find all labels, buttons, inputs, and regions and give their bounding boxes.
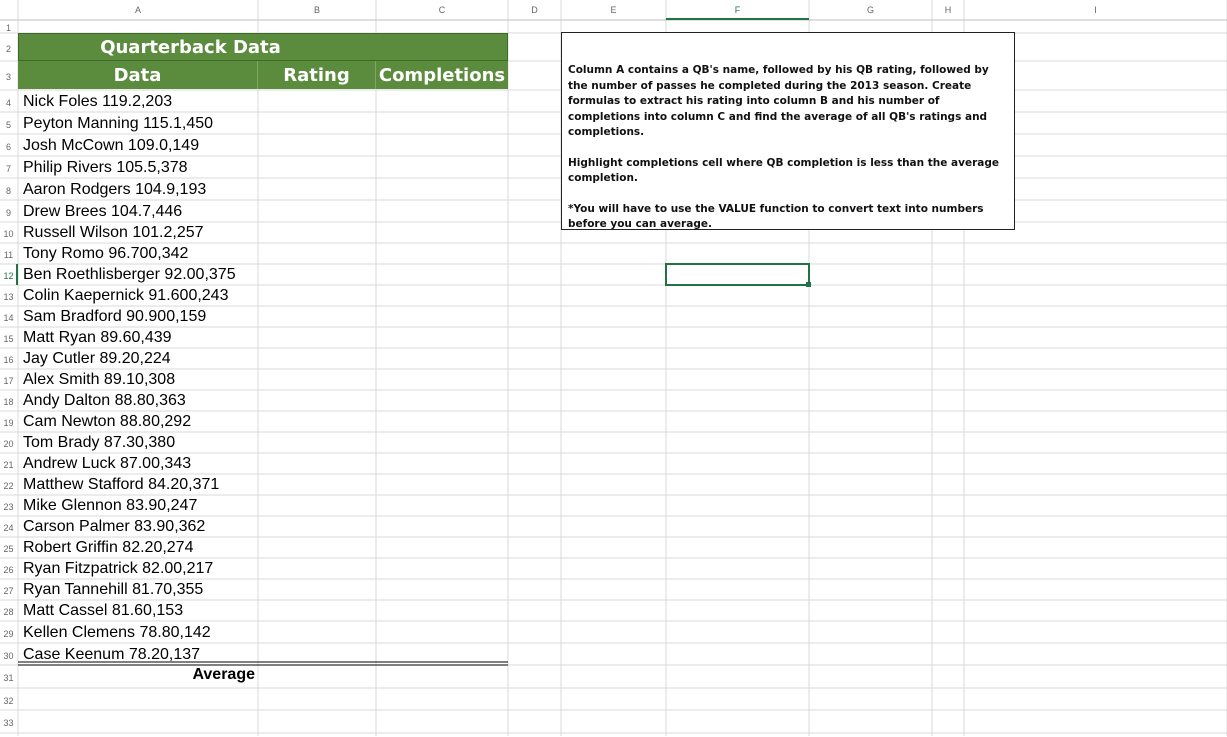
column-header-a[interactable]: A (134, 5, 141, 15)
qb-data-cell[interactable]: Ben Roethlisberger 92.00,375 (23, 266, 236, 283)
column-header-d[interactable]: D (531, 5, 538, 15)
row-header-32[interactable]: 32 (3, 696, 14, 706)
row-header-25[interactable]: 25 (3, 544, 14, 554)
row-header-21[interactable]: 21 (3, 460, 14, 470)
qb-data-cell[interactable]: Russell Wilson 101.2,257 (23, 224, 204, 241)
qb-data-cell[interactable]: Matt Ryan 89.60,439 (23, 329, 172, 346)
qb-data-cell[interactable]: Tony Romo 96.700,342 (23, 245, 189, 262)
instructions-para-2: Highlight completions cell where QB completion is less than the average completion. (568, 156, 999, 184)
row-header-7[interactable]: 7 (5, 164, 11, 174)
qb-data-cell[interactable]: Tom Brady 87.30,380 (23, 434, 176, 451)
row-header-24[interactable]: 24 (3, 523, 14, 533)
header-completions[interactable]: Completions (376, 61, 508, 89)
row-header-10[interactable]: 10 (3, 229, 14, 239)
row-header-30[interactable]: 30 (3, 651, 14, 661)
row-header-14[interactable]: 14 (3, 313, 14, 323)
column-header-c[interactable]: C (438, 5, 446, 15)
column-header-h[interactable]: H (944, 5, 952, 15)
row-header-4[interactable]: 4 (5, 98, 11, 108)
qb-data-cell[interactable]: Drew Brees 104.7,446 (23, 203, 183, 220)
instructions-textbox[interactable] (561, 32, 1015, 230)
sheet-title[interactable]: Quarterback Data (100, 37, 281, 58)
qb-data-cell[interactable]: Peyton Manning 115.1,450 (23, 115, 214, 132)
qb-data-cell[interactable]: Robert Griffin 82.20,274 (23, 539, 194, 556)
qb-data-cell[interactable]: Matt Cassel 81.60,153 (23, 602, 184, 619)
qb-data-cell[interactable]: Colin Kaepernick 91.600,243 (23, 287, 229, 304)
column-header-b[interactable]: B (313, 5, 320, 15)
row-header-33[interactable]: 33 (3, 718, 14, 728)
row-header-26[interactable]: 26 (3, 565, 14, 575)
row-header-17[interactable]: 17 (3, 376, 14, 386)
row-header-27[interactable]: 27 (3, 586, 14, 596)
row-header-31[interactable]: 31 (3, 673, 14, 683)
row-header-15[interactable]: 15 (3, 334, 14, 344)
instructions-para-3: *You will have to use the VALUE function to convert text into numbers before you can average. (568, 202, 984, 230)
instructions-para-1: Column A contains a QB's name, followed by his QB rating, followed by the number of passes he completed during the 2013 season. Create formulas to extract his rating into column B and his number of completions into column C and find the average of all QB's ratings and completions. (568, 64, 989, 138)
row-header-11[interactable]: 11 (3, 250, 14, 260)
qb-data-cell[interactable]: Case Keenum 78.20,137 (23, 646, 201, 663)
qb-data-cell[interactable]: Mike Glennon 83.90,247 (23, 497, 198, 514)
qb-data-cell[interactable]: Josh McCown 109.0,149 (23, 137, 200, 154)
row-header-2[interactable]: 2 (5, 44, 11, 54)
column-header-i[interactable]: I (1094, 5, 1097, 15)
row-header-28[interactable]: 28 (3, 607, 14, 617)
column-header-f[interactable]: F (734, 5, 741, 15)
row-header-9[interactable]: 9 (5, 208, 11, 218)
row-header-8[interactable]: 8 (5, 186, 11, 196)
row-header-1[interactable]: 1 (5, 23, 11, 33)
qb-data-cell[interactable]: Aaron Rodgers 104.9,193 (23, 181, 207, 198)
row-header-5[interactable]: 5 (5, 120, 11, 130)
qb-data-cell[interactable]: Ryan Fitzpatrick 82.00,217 (23, 560, 214, 577)
qb-data-cell[interactable]: Sam Bradford 90.900,159 (23, 308, 207, 325)
qb-data-cell[interactable]: Philip Rivers 105.5,378 (23, 159, 188, 176)
qb-data-cell[interactable]: Alex Smith 89.10,308 (23, 371, 176, 388)
qb-data-cell[interactable]: Andy Dalton 88.80,363 (23, 392, 186, 409)
qb-data-cell[interactable]: Kellen Clemens 78.80,142 (23, 624, 211, 641)
row-header-29[interactable]: 29 (3, 629, 14, 639)
qb-data-cell[interactable]: Jay Cutler 89.20,224 (23, 350, 171, 367)
row-header-23[interactable]: 23 (3, 502, 14, 512)
header-rating[interactable]: Rating (258, 61, 376, 89)
row-header-13[interactable]: 13 (3, 292, 14, 302)
qb-data-cell[interactable]: Cam Newton 88.80,292 (23, 413, 192, 430)
header-data[interactable]: Data (18, 61, 258, 89)
column-header-e[interactable]: E (610, 5, 617, 15)
row-header-19[interactable]: 19 (3, 418, 14, 428)
qb-data-cell[interactable]: Matthew Stafford 84.20,371 (23, 476, 220, 493)
qb-data-cell[interactable]: Carson Palmer 83.90,362 (23, 518, 206, 535)
row-header-22[interactable]: 22 (3, 481, 14, 491)
qb-data-cell[interactable]: Nick Foles 119.2,203 (23, 93, 173, 110)
column-header-g[interactable]: G (866, 5, 874, 15)
average-label[interactable]: Average (192, 666, 255, 683)
qb-data-cell[interactable]: Andrew Luck 87.00,343 (23, 455, 192, 472)
fill-handle[interactable] (806, 282, 811, 287)
row-header-20[interactable]: 20 (3, 439, 14, 449)
qb-data-cell[interactable]: Ryan Tannehill 81.70,355 (23, 581, 204, 598)
row-header-3[interactable]: 3 (5, 72, 11, 82)
row-header-12[interactable]: 12 (3, 271, 14, 281)
selected-cell[interactable] (665, 263, 810, 286)
row-header-18[interactable]: 18 (3, 397, 14, 407)
row-header-6[interactable]: 6 (5, 142, 11, 152)
row-header-16[interactable]: 16 (3, 355, 14, 365)
